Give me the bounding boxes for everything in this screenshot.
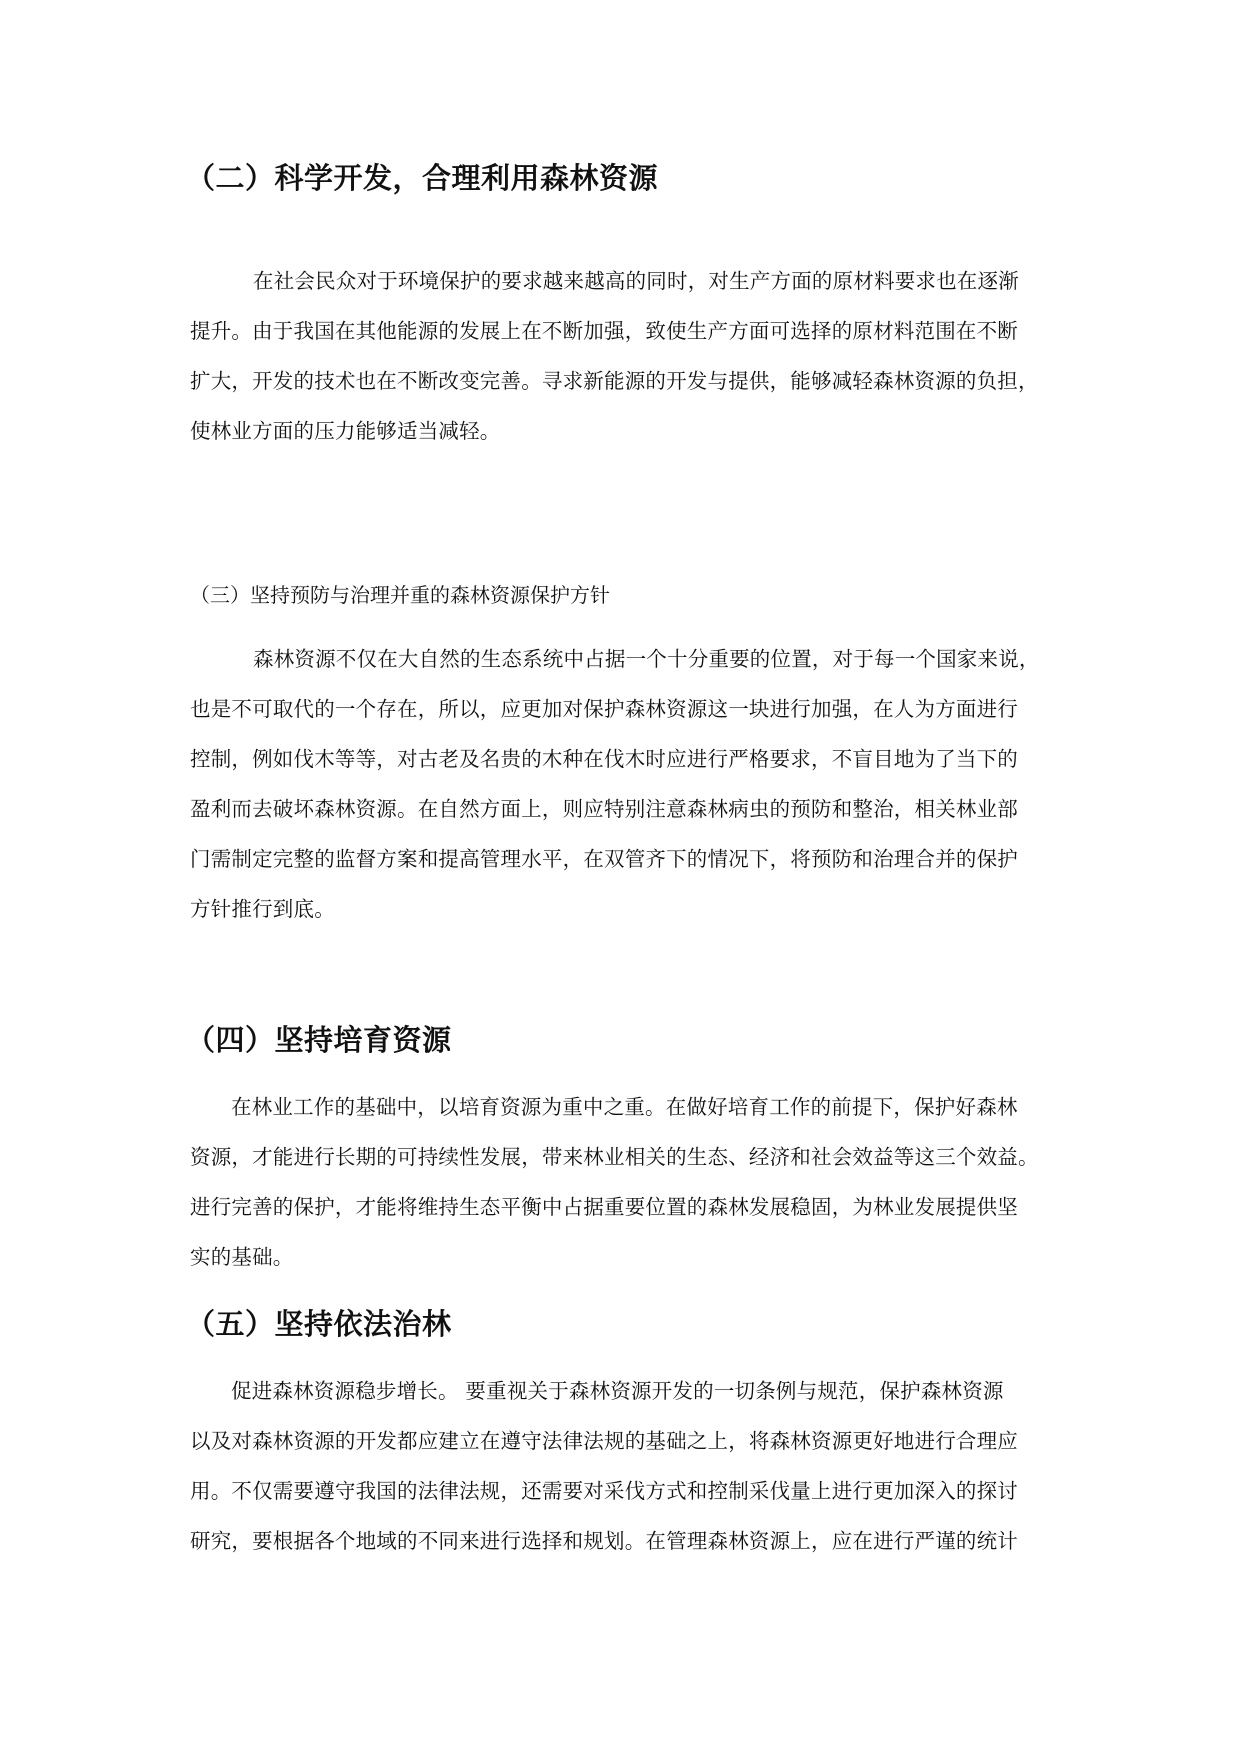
paragraph-line: 促进森林资源稳步增长。 要重视关于森林资源开发的一切条例与规范，保护森林资源 xyxy=(231,1379,1004,1403)
paragraph-line: 也是不可取代的一个存在，所以，应更加对保护森林资源这一块进行加强，在人为方面进行 xyxy=(190,697,1018,721)
section-heading-4: （四）坚持培育资源 xyxy=(186,1023,452,1057)
paragraph-line: 使林业方面的压力能够适当减轻。 xyxy=(190,419,501,443)
paragraph-line: 扩大，开发的技术也在不断改变完善。寻求新能源的开发与提供，能够减轻森林资源的负担， xyxy=(190,369,1039,393)
paragraph-line: 森林资源不仅在大自然的生态系统中占据一个十分重要的位置，对于每一个国家来说， xyxy=(253,647,1040,671)
paragraph-line: 在林业工作的基础中，以培育资源为重中之重。在做好培育工作的前提下，保护好森林 xyxy=(231,1095,1018,1119)
paragraph-line: 以及对森林资源的开发都应建立在遵守法律法规的基础之上，将森林资源更好地进行合理应 xyxy=(190,1429,1018,1453)
section-heading-3: （三）坚持预防与治理并重的森林资源保护方针 xyxy=(190,583,610,607)
paragraph-line: 研究，要根据各个地域的不同来进行选择和规划。在管理森林资源上，应在进行严谨的统计 xyxy=(190,1529,1018,1553)
section-heading-5: （五）坚持依法治林 xyxy=(186,1307,452,1341)
paragraph-line: 盈利而去破坏森林资源。在自然方面上，则应特别注意森林病虫的预防和整治，相关林业部 xyxy=(190,797,1018,821)
paragraph-line: 实的基础。 xyxy=(190,1245,294,1269)
paragraph-line: 用。不仅需要遵守我国的法律法规，还需要对采伐方式和控制采伐量上进行更加深入的探讨 xyxy=(190,1479,1018,1503)
section-heading-2: （二）科学开发，合理利用森林资源 xyxy=(186,161,659,195)
paragraph-line: 提升。由于我国在其他能源的发展上在不断加强，致使生产方面可选择的原材料范围在不断 xyxy=(190,319,1018,343)
paragraph-line: 进行完善的保护，才能将维持生态平衡中占据重要位置的森林发展稳固，为林业发展提供坚 xyxy=(190,1195,1018,1219)
paragraph-line: 控制，例如伐木等等，对古老及名贵的木种在伐木时应进行严格要求，不盲目地为了当下的 xyxy=(190,747,1018,771)
paragraph-line: 资源，才能进行长期的可持续性发展，带来林业相关的生态、经济和社会效益等这三个效益。 xyxy=(190,1145,1039,1169)
paragraph-line: 门需制定完整的监督方案和提高管理水平，在双管齐下的情况下，将预防和治理合并的保护 xyxy=(190,847,1018,871)
paragraph-line: 在社会民众对于环境保护的要求越来越高的同时，对生产方面的原材料要求也在逐渐 xyxy=(253,269,1019,293)
paragraph-line: 方针推行到底。 xyxy=(190,897,335,921)
